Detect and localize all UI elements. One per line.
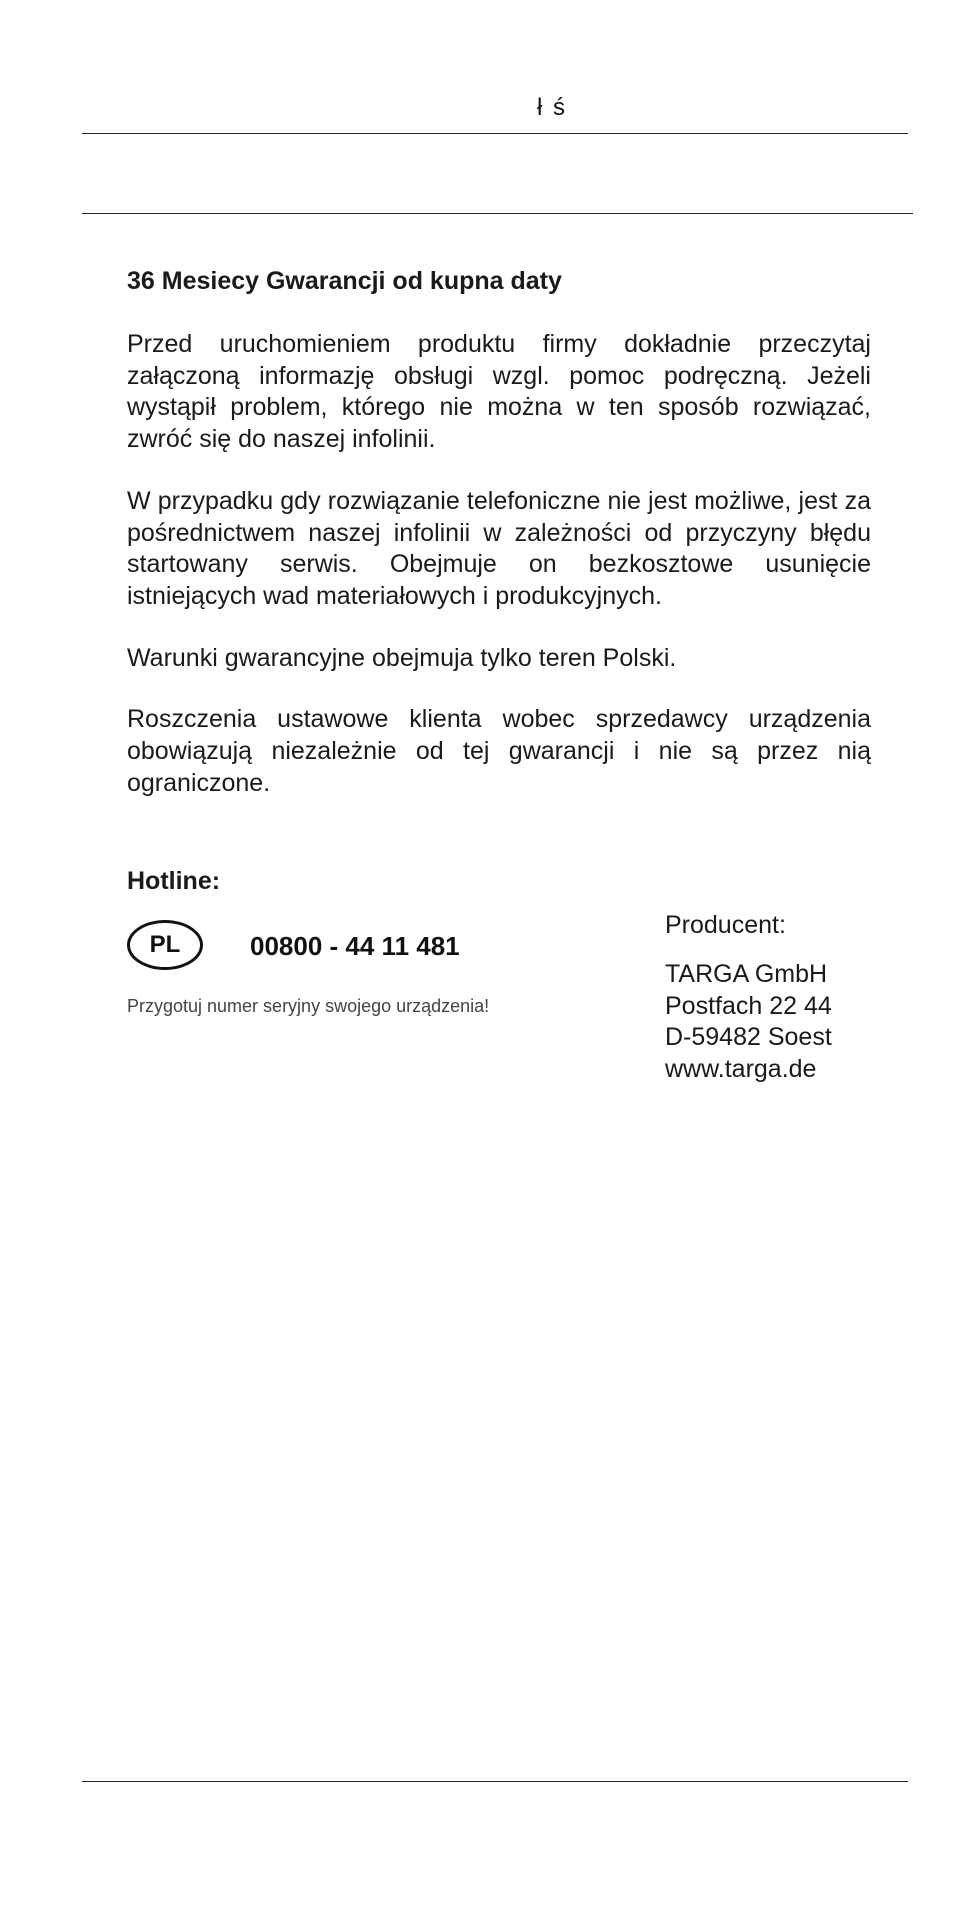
header-divider: [82, 133, 908, 134]
producer-website: www.targa.de: [665, 1055, 817, 1084]
warranty-paragraph-3: Warunki gwarancyjne obejmuja tylko teren Polski.: [127, 643, 677, 672]
country-badge-icon: [127, 920, 203, 970]
page-header: ł ś: [537, 94, 567, 121]
warranty-paragraph-2: W przypadku gdy rozwiązanie telefoniczne nie jest możliwe, jest za pośrednictwem naszej infolinii w zależności od przyczyny błędu startowany serwis. Obejmuje on bezkosztowe usunięcie istniejących wad materiałowych i produkcyjnych.: [127, 486, 871, 610]
footer-divider: [82, 1781, 908, 1782]
producer-company: TARGA GmbH: [665, 960, 828, 988]
country-code: PL: [149, 931, 181, 958]
warranty-title: 36 Mesiecy Gwarancji od kupna daty: [127, 267, 562, 295]
producer-city: D-59482 Soest: [665, 1023, 832, 1052]
serial-number-note: Przygotuj numer seryjny swojego urządzenia!: [127, 996, 490, 1016]
hotline-label: Hotline:: [127, 867, 221, 895]
producer-postbox: Postfach 22 44: [665, 991, 832, 1020]
producer-block: [665, 910, 865, 1086]
warranty-section: [127, 266, 871, 1084]
warranty-paragraph-1: Przed uruchomieniem produktu firmy dokładnie przeczytaj załączoną informazję obsługi wzgl. pomoc podręczną. Jeżeli wystąpił problem, którego nie można w ten sposób rozwiązać, zwróć się do naszej infolinii.: [127, 330, 871, 454]
section-divider: [82, 213, 913, 214]
producer-label: Producent:: [665, 911, 786, 939]
hotline-phone: 00800 - 44 11 481: [250, 931, 460, 961]
warranty-paragraph-4: Roszczenia ustawowe klienta wobec sprzedawcy urządzenia obowiązują niezależnie od tej gwarancji i nie są przez nią ograniczone.: [127, 705, 871, 797]
